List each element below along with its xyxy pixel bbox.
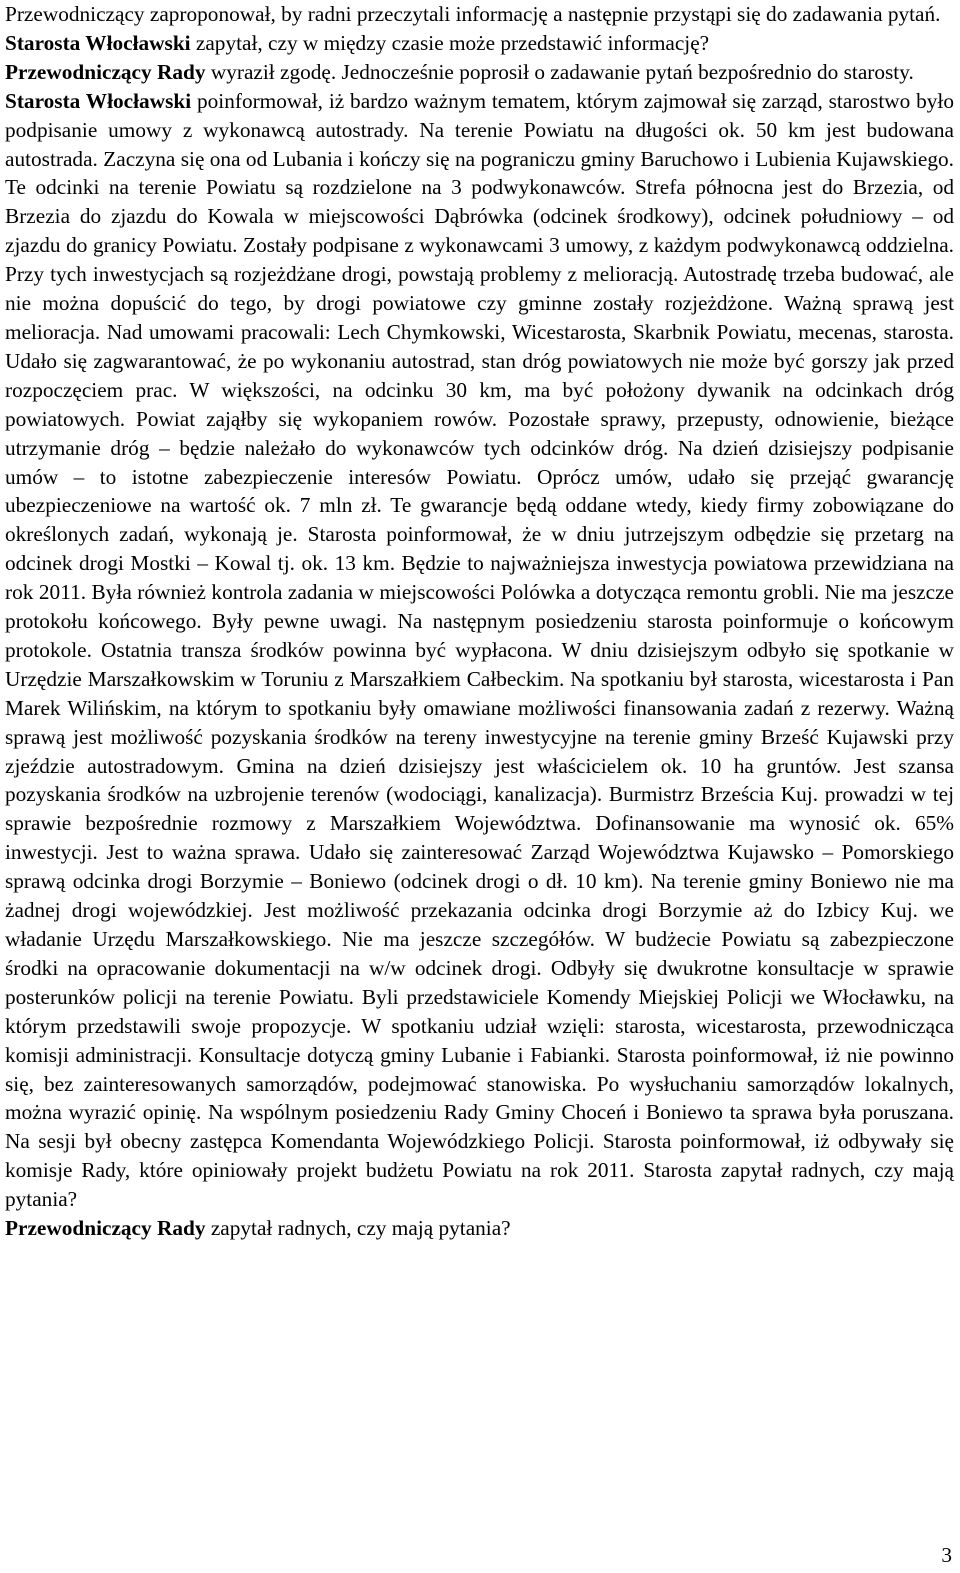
paragraph-text: zapytał, czy w między czasie może przedstawić informację? — [190, 30, 710, 55]
paragraph-text: zapytał radnych, czy mają pytania? — [205, 1216, 511, 1241]
paragraph-starosta-report — [5, 87, 954, 1214]
paragraph-text: Przewodniczący zaproponował, by radni przeczytali informację a następnie przystąpi się do zadawania pytań. — [5, 2, 941, 26]
paragraph-text: poinformował, iż bardzo ważnym tematem, którym zajmował się zarząd, starostwo było podpisanie umowy z wykonawcą autostrady. Na terenie Powiatu na długości ok. 50 km jest budowana autostrada. Zaczyna się ona od Lubania i kończy się na pograniczu gminy Baruchowo i Lubienia Kujawskiego. Te odcinki na terenie Powiatu są rozdzielone na 3 podwykonawców. Strefa północna jest do Brzezia, od Brzezia do zjazdu do Kowala w miejscowości Dąbrówka (odcinek środkowy), odcinek południowy – od zjazdu do granicy Powiatu. Zostały podpisane z wykonawcami 3 umowy, z każdym podwykonawcą oddzielna. Przy tych inwestycjach są rozjeżdżane drogi, powstają problemy z melioracją. Autostradę trzeba budować, ale nie można dopuścić do tego, by drogi powiatowe czy gminne zostały rozjeżdżone. Ważną sprawą jest melioracja. Nad umowami pracowali: Lech Chymkowski, Wicestarosta, Skarbnik Powiatu, mecenas, starosta. Udało się zagwarantować, że po wykonaniu autostrad, stan dróg powiatowych nie może być gorszy jak przed rozpoczęciem prac. W większości, na odcinku 30 km, ma być położony dywanik na odcinkach dróg powiatowych. Powiat zająłby się wykopaniem rowów. Pozostałe sprawy, przepusty, odnowienie, bieżące utrzymanie dróg – będzie należało do wykonawców tych odcinków dróg. Na dzień dzisiejszy podpisanie umów – to istotne zabezpieczenie interesów Powiatu. Oprócz umów, udało się przejąć gwarancję ubezpieczeniowe na wartość ok. 7 mln zł. Te gwarancje będą oddane wtedy, kiedy firmy zobowiązane do określonych zadań, wykonają je. Starosta poinformował, że w dniu jutrzejszym odbędzie się przetarg na odcinek drogi Mostki – Kowal tj. ok. 13 km. Będzie to najważniejsza inwestycja powiatowa przewidziana na rok 2011. Była również kontrola zadania w miejscowości Polówka a dotycząca remontu grobli. Nie ma jeszcze protokołu końcowego. Były pewne uwagi. Na następnym posiedzeniu starosta poinformuje o końcowym protokole. Ostatnia transza środków powinna być wypłacona. W dniu dzisiejszym odbyło się spotkanie w Urzędzie Marszałkowskim w Toruniu z Marszałkiem Całbeckim. Na spotkaniu był starosta, wicestarosta i Pan Marek Wilińskim, na którym to spotkaniu były omawiane możliwości finansowania zadań z rezerwy. Ważną sprawą jest możliwość pozyskania środków na tereny inwestycyjne na terenie gminy Brześć Kujawski przy zjeździe autostradowym. Gmina na dzień dzisiejszy jest właścicielem ok. 10 ha gruntów. Jest szansa pozyskania środków na uzbrojenie terenów (wodociągi, kanalizacja). Burmistrz Brześcia Kuj. prowadzi w tej sprawie bezpośrednie rozmowy z Marszałkiem Województwa. Dofinansowanie ma wynosić ok. 65% inwestycji. Jest to ważna sprawa. Udało się zainteresować Zarząd Województwa Kujawsko – Pomorskiego sprawą odcinka drogi Borzymie – Boniewo (odcinek drogi o dł. 10 km). Na terenie gminy Boniewo nie ma żadnej drogi wojewódzkiej. Jest możliwość przekazania odcinka drogi Borzymie aż do Izbicy Kuj. we władanie Urzędu Marszałkowskiego. Nie ma jeszcze szczegółów. W budżecie Powiatu są zabezpieczone środki na opracowanie dokumentacji na w/w odcinek drogi. Odbyły się dwukrotne konsultacje w sprawie posterunków policji na terenie Powiatu. Byli przedstawiciele Komendy Miejskiej Policji we Włocławku, na którym przedstawili swoje propozycje. W spotkaniu udział wzięli: starosta, wicestarosta, przewodnicząca komisji administracji. Konsultacje dotyczą gminy Lubanie i Fabianki. Starosta poinformował, iż nie powinno się, bez zainteresowanych samorządów, podejmować stanowiska. Po wysłuchaniu samorządów lokalnych, można wyrazić opinię. Na wspólnym posiedzeniu Rady Gminy Choceń i Boniewo ta sprawa była poruszana. Na sesji był obecny zastępca Komendanta Wojewódzkiego Policji. Starosta poinformował, iż odbywały się komisje Rady, które opiniowały projekt budżetu Powiatu na rok 2011. Starosta zapytał radnych, czy mają pytania? — [5, 88, 954, 1212]
document-body — [5, 0, 954, 1243]
speaker-label: Przewodniczący Rady — [5, 59, 206, 84]
speaker-label: Przewodniczący Rady — [5, 1216, 206, 1241]
page-number: 3 — [941, 1543, 952, 1567]
speaker-label: Starosta Włocławski — [5, 30, 191, 55]
paragraph-starosta-question — [5, 29, 954, 58]
paragraph-text: wyraził zgodę. Jednocześnie poprosił o zadawanie pytań bezpośrednio do starosty. — [205, 59, 914, 84]
paragraph-chair-consent — [5, 58, 954, 87]
speaker-label: Starosta Włocławski — [5, 88, 192, 113]
paragraph-chair-questions — [5, 1214, 954, 1243]
paragraph-chair-proposal — [5, 0, 954, 29]
